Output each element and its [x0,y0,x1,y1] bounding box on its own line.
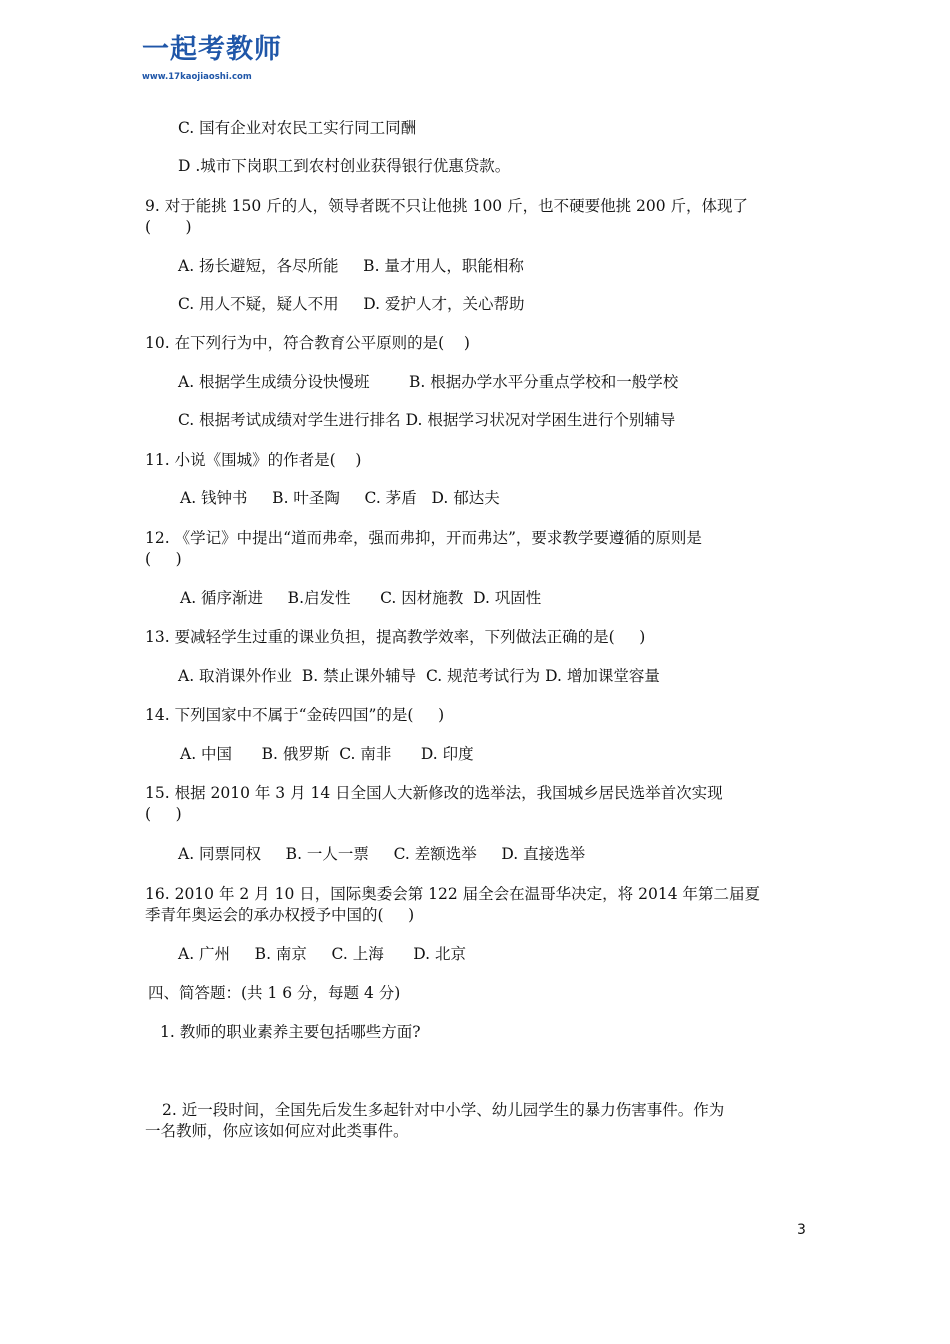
question-15: 15. 根据 2010 年 3 月 14 日全国人大新修改的选举法，我国城乡居民选举首次实现 [145,784,723,802]
question-14: 14. 下列国家中不属于“金砖四国”的是( ) [145,706,445,724]
page-number: 3 [797,1222,806,1238]
question-16: 16. 2010 年 2 月 10 日，国际奥委会第 122 届全会在温哥华决定，将 2014 年第二届夏 [145,885,760,903]
question-12: 12. 《学记》中提出“道而弗牵，强而弗抑，开而弗达”，要求教学要遵循的原则是 [145,529,702,547]
options-12: A. 循序渐进 B.启发性 C. 因材施教 D. 巩固性 [180,589,542,607]
question-9-blank: ( ) [145,218,192,236]
options-9-cd: C. 用人不疑，疑人不用 D. 爱护人才，关心帮助 [178,295,525,313]
options-16: A. 广州 B. 南京 C. 上海 D. 北京 [178,945,467,963]
options-10-cd: C. 根据考试成绩对学生进行排名 D. 根据学习状况对学困生进行个别辅导 [178,411,676,429]
options-15: A. 同票同权 B. 一人一票 C. 差额选举 D. 直接选举 [178,845,586,863]
options-11: A. 钱钟书 B. 叶圣陶 C. 茅盾 D. 郁达夫 [180,489,500,507]
logo-text: 一起考教师 [142,34,282,65]
question-9: 9. 对于能挑 150 斤的人，领导者既不只让他挑 100 斤，也不硬要他挑 200 斤，体现了 [145,197,749,215]
question-16-cont: 季青年奥运会的承办权授予中国的( ) [145,906,415,924]
question-11: 11. 小说《围城》的作者是( ) [145,451,362,469]
question-13: 13. 要减轻学生过重的课业负担，提高教学效率，下列做法正确的是( ) [145,628,646,646]
logo-url: www.17kaojiaoshi.com [142,72,252,82]
short-answer-2-cont: 一名教师，你应该如何应对此类事件。 [145,1122,409,1140]
question-10: 10. 在下列行为中，符合教育公平原则的是( ) [145,334,470,352]
options-14: A. 中国 B. 俄罗斯 C. 南非 D. 印度 [180,745,474,763]
section-4-heading: 四、简答题：(共 1 6 分，每题 4 分) [148,984,401,1002]
short-answer-1: 1. 教师的职业素养主要包括哪些方面? [160,1023,421,1041]
question-15-blank: ( ) [145,805,182,823]
question-12-blank: ( ) [145,550,182,568]
site-logo [142,28,282,92]
options-13: A. 取消课外作业 B. 禁止课外辅导 C. 规范考试行为 D. 增加课堂容量 [178,667,660,685]
short-answer-2: 2. 近一段时间，全国先后发生多起针对中小学、幼儿园学生的暴力伤害事件。作为 [162,1101,725,1119]
option-8d: D .城市下岗职工到农村创业获得银行优惠贷款。 [178,157,511,175]
options-10-ab: A. 根据学生成绩分设快慢班 B. 根据办学水平分重点学校和一般学校 [178,373,679,391]
options-9-ab: A. 扬长避短，各尽所能 B. 量才用人，职能相称 [178,257,524,275]
option-8c: C. 国有企业对农民工实行同工同酬 [178,119,417,137]
